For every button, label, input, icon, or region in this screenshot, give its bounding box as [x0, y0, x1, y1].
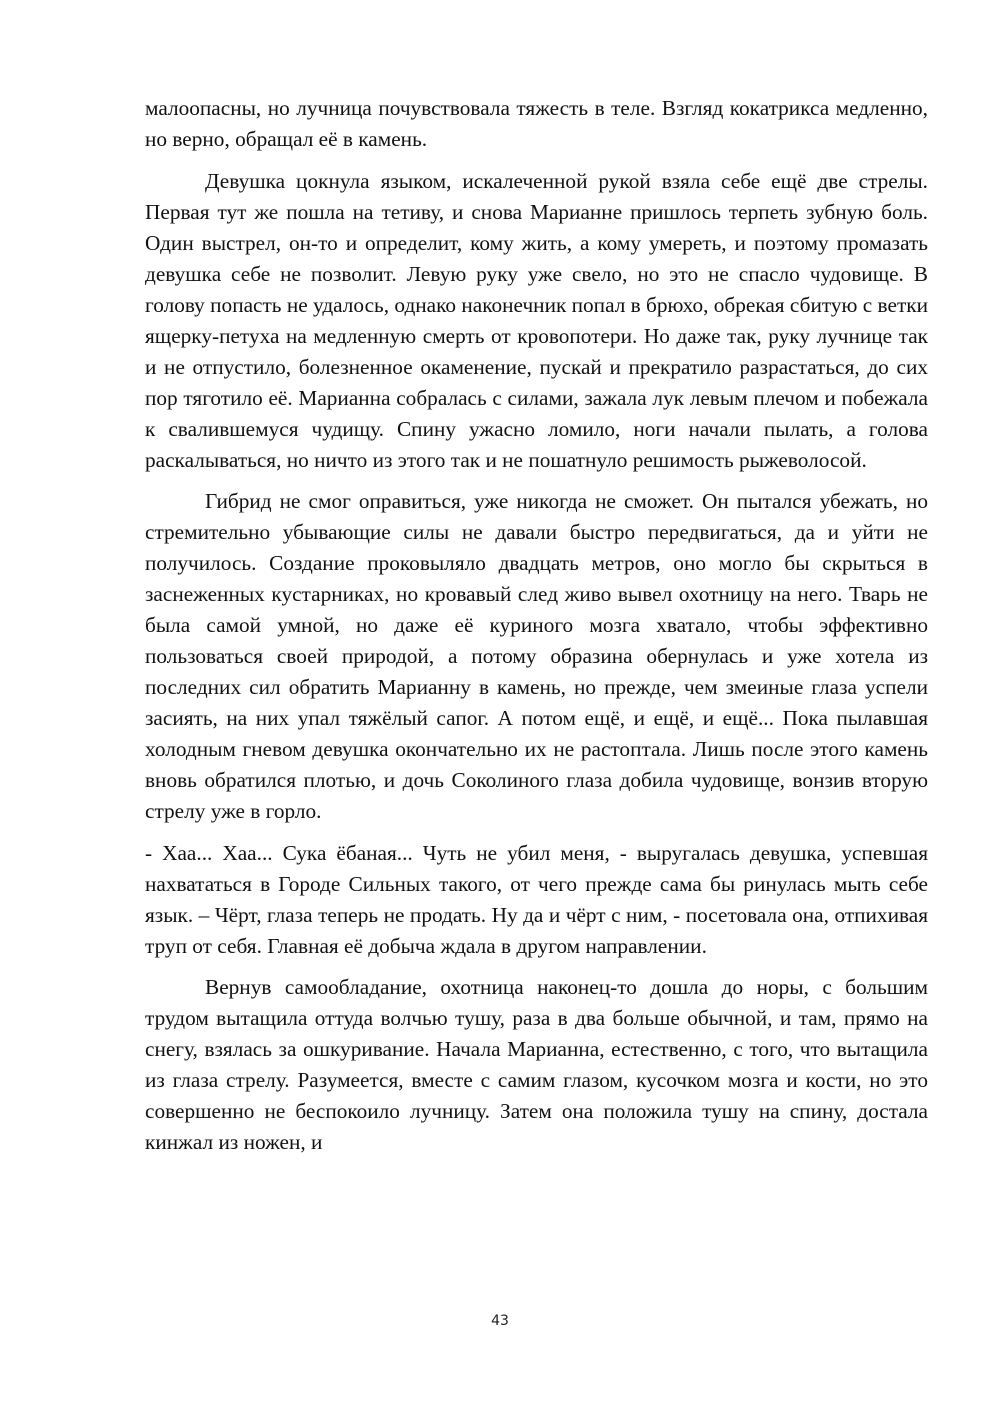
paragraph-1: малоопасны, но лучница почувствовала тяжесть в теле. Взгляд кокатрикса медленно, но верно, обращал её в камень.: [145, 96, 928, 151]
paragraph-3: Гибрид не смог оправиться, уже никогда не сможет. Он пытался убежать, но стремительно убывающие силы не давали быстро передвигаться, да и уйти не получилось. Создание проковыляло двадцать метров, оно могло бы скрыться в заснеженных кустарниках, но кровавый след живо вывел охотницу на него. Тварь не была самой умной, но даже её куриного мозга хватало, чтобы эффективно пользоваться своей природой, а потому образина обернулась и уже хотела из последних сил обратить Марианну в камень, но прежде, чем змеиные глаза успели засиять, на них упал тяжёлый сапог. А потом ещё, и ещё, и ещё... Пока пылавшая холодным гневом девушка окончательно их не растоптала. Лишь после этого камень вновь обратился плотью, и дочь Соколиного глаза добила чудовище, вонзив вторую стрелу уже в горло.: [145, 489, 928, 823]
paragraph-5: Вернув самообладание, охотница наконец-то дошла до норы, с большим трудом вытащила оттуда волчью тушу, раза в два больше обычной, и там, прямо на снегу, взялась за ошкуривание. Начала Марианна, естественно, с того, что вытащила из глаза стрелу. Разумеется, вместе с самим глазом, кусочком мозга и кости, но это совершенно не беспокоило лучницу. Затем она положила тушу на спину, достала кинжал из ножен, и: [145, 975, 928, 1154]
paragraph-4-dialogue: - Хаа... Хаа... Сука ёбаная... Чуть не убил меня, - выругалась девушка, успевшая нахвататься в Городе Сильных такого, от чего прежде сама бы ринулась мыть себе язык. – Чёрт, глаза теперь не продать. Ну да и чёрт с ним, - посетовала она, отпихивая труп от себя. Главная её добыча ждала в другом направлении.: [145, 840, 928, 958]
paragraph-2: Девушка цокнула языком, искалеченной рукой взяла себе ещё две стрелы. Первая тут же пошла на тетиву, и снова Марианне пришлось терпеть зубную боль. Один выстрел, он-то и определит, кому жить, а кому умереть, и поэтому промазать девушка себе не позволит. Левую руку уже свело, но это не спасло чудовище. В голову попасть не удалось, однако наконечник попал в брюхо, обрекая сбитую с ветки ящерку-петуха на медленную смерть от кровопотери. Но даже так, руку лучнице так и не отпустило, болезненное окаменение, пускай и прекратило разрастаться, до сих пор тяготило её. Марианна собралась с силами, зажала лук левым плечом и побежала к свалившемуся чудищу. Спину ужасно ломило, ноги начали пылать, а голова раскалываться, но ничто из этого так и не пошатнуло решимость рыжеволосой.: [145, 168, 928, 472]
document-page-body: [145, 93, 928, 1169]
page-number: 43: [491, 1313, 509, 1329]
